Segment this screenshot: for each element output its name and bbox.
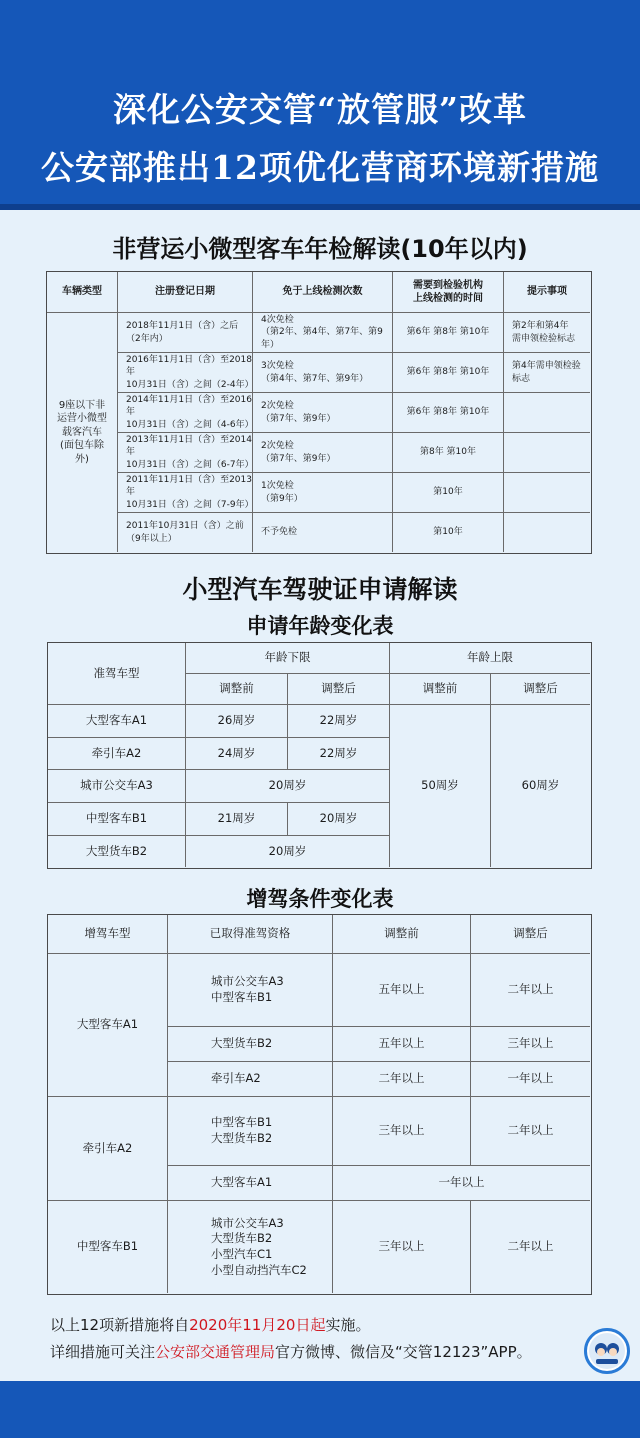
table-row-times: 第8年 第10年 (393, 433, 504, 473)
headline-line1: 深化公安交管“放管服”改革 (113, 90, 527, 129)
table-row-before: 26周岁 (186, 705, 288, 738)
table-row-qual: 城市公交车A3 大型货车B2 小型汽车C1 小型自动挡汽车C2 (168, 1201, 333, 1293)
footer-line2 (50, 1341, 532, 1362)
th-age-lower: 年龄下限 (186, 643, 390, 674)
table-row-before: 三年以上 (333, 1201, 471, 1293)
th-inspection-time: 需要到检验机构 上线检测的时间 (393, 272, 504, 313)
add-table-title: 增驾条件变化表 (246, 886, 394, 911)
table-row-times: 第10年 (393, 513, 504, 552)
table-row-before: 24周岁 (186, 738, 288, 770)
footer-line2-end: 官方微博、微信及“交管12123”APP。 (275, 1343, 532, 1361)
age-table (47, 642, 592, 869)
table-row-tip (504, 393, 590, 433)
table-row-type: 中型客车B1 (48, 803, 186, 836)
th-upper-after: 调整后 (491, 674, 590, 705)
table-row-qual: 牵引车A2 (168, 1062, 333, 1097)
table-row-after: 一年以上 (471, 1062, 590, 1097)
footer-line1-text: 以上12项新措施将自 (50, 1316, 190, 1334)
table-row-before: 五年以上 (333, 954, 471, 1027)
th-after: 调整后 (471, 915, 590, 954)
header-banner (0, 0, 640, 210)
table-row-type: 大型货车B2 (48, 836, 186, 867)
inspection-title: 非营运小微型客车年检解读(10年以内) (112, 235, 528, 263)
table-row-after: 二年以上 (507, 1239, 554, 1254)
table-row-exempt: 不予免检 (253, 513, 393, 552)
table-row-type: 牵引车A2 (48, 738, 186, 770)
table-row-qual: 大型货车B2 (168, 1027, 333, 1062)
th-add-type: 增驾车型 (48, 915, 168, 954)
table-row-qual: 大型客车A1 (168, 1166, 333, 1201)
table-row-tip: 第2年和第4年 需申领检验标志 (504, 313, 590, 353)
th-age-upper: 年龄上限 (390, 643, 590, 674)
table-row-before: 21周岁 (186, 803, 288, 836)
table-row-tip: 第4年需申领检验 标志 (504, 353, 590, 393)
table-row-times: 第6年 第8年 第10年 (393, 393, 504, 433)
th-exempt-count: 免于上线检测次数 (253, 272, 393, 313)
table-row-qual: 城市公交车A3 中型客车B1 (168, 954, 333, 1027)
th-reg-date: 注册登记日期 (118, 272, 253, 313)
table-row-tip (504, 433, 590, 473)
group-type: 大型客车A1 (48, 954, 168, 1097)
table-row-type: 大型客车A1 (48, 705, 186, 738)
police-mascot-logo (584, 1328, 630, 1374)
table-row-qual: 中型客车B1 大型货车B2 (168, 1097, 333, 1166)
table-row-date: 2018年11月1日（含）之后 （2年内） (118, 313, 253, 353)
table-row-after: 二年以上 (471, 954, 590, 1027)
table-row-exempt: 2次免检 （第7年、第9年） (253, 433, 393, 473)
table-row-after: 22周岁 (288, 705, 390, 738)
upper-after-cell: 60周岁 (521, 778, 560, 793)
license-title: 小型汽车驾驶证申请解读 (182, 575, 458, 604)
table-row-date: 2016年11月1日（含）至2018年 10月31日（含）之间（2-4年） (118, 353, 253, 393)
table-row-merged: 20周岁 (186, 770, 390, 803)
table-row-after: 22周岁 (288, 738, 390, 770)
table-row-before: 三年以上 (333, 1097, 471, 1166)
table-row-merged: 20周岁 (186, 836, 390, 867)
th-license-type: 准驾车型 (48, 643, 186, 705)
table-row-after: 二年以上 (471, 1097, 590, 1166)
table-row-exempt: 3次免检 （第4年、第7年、第9年） (253, 353, 393, 393)
inspection-table (46, 271, 592, 554)
footer-line1 (50, 1314, 370, 1335)
footer-line2-text: 详细措施可关注 (50, 1343, 156, 1361)
th-before: 调整前 (333, 915, 471, 954)
table-row-after: 20周岁 (288, 803, 390, 836)
age-table-title: 申请年龄变化表 (246, 613, 394, 638)
police-badge-icon (587, 1331, 627, 1371)
table-row-date: 2011年11月1日（含）至2013年 10月31日（含）之间（7-9年） (118, 473, 253, 513)
bottom-bar (0, 1381, 640, 1438)
th-vehicle-type: 车辆类型 (47, 272, 118, 313)
th-tips: 提示事项 (504, 272, 590, 313)
table-row-merged: 一年以上 (333, 1166, 590, 1201)
table-row-exempt: 2次免检 （第7年、第9年） (253, 393, 393, 433)
table-row-date: 2014年11月1日（含）至2016年 10月31日（含）之间（4-6年） (118, 393, 253, 433)
footer-bureau: 公安部交通管理局 (155, 1343, 276, 1361)
headline-line2: 公安部推出12项优化营商环境新措施 (41, 148, 599, 187)
th-upper-before: 调整前 (390, 674, 491, 705)
th-lower-before: 调整前 (186, 674, 288, 705)
table-row-tip (504, 473, 590, 513)
table-row-times: 第6年 第8年 第10年 (393, 353, 504, 393)
table-row-date: 2011年10月31日（含）之前 （9年以上） (118, 513, 253, 552)
table-row-tip (504, 513, 590, 552)
th-lower-after: 调整后 (288, 674, 390, 705)
footer-line1-end: 实施。 (325, 1316, 371, 1334)
group-type: 中型客车B1 (48, 1201, 168, 1293)
table-row-times: 第6年 第8年 第10年 (393, 313, 504, 353)
vehicle-type-cell: 9座以下非 运营小微型 载客汽车 (面包车除 外) (47, 313, 118, 552)
upper-before-cell: 50周岁 (390, 705, 491, 867)
add-table (47, 914, 592, 1295)
table-row-after: 三年以上 (471, 1027, 590, 1062)
table-row-date: 2013年11月1日（含）至2014年 10月31日（含）之间（6-7年） (118, 433, 253, 473)
th-qualification: 已取得准驾资格 (168, 915, 333, 954)
table-row-before: 五年以上 (333, 1027, 471, 1062)
footer-date: 2020年11月20日起 (189, 1316, 326, 1334)
table-row-type: 城市公交车A3 (48, 770, 186, 803)
table-row-exempt: 4次免检 （第2年、第4年、第7年、第9年） (253, 313, 393, 353)
table-row-times: 第10年 (393, 473, 504, 513)
table-row-before: 二年以上 (333, 1062, 471, 1097)
group-type: 牵引车A2 (48, 1097, 168, 1201)
table-row-exempt: 1次免检 （第9年） (253, 473, 393, 513)
